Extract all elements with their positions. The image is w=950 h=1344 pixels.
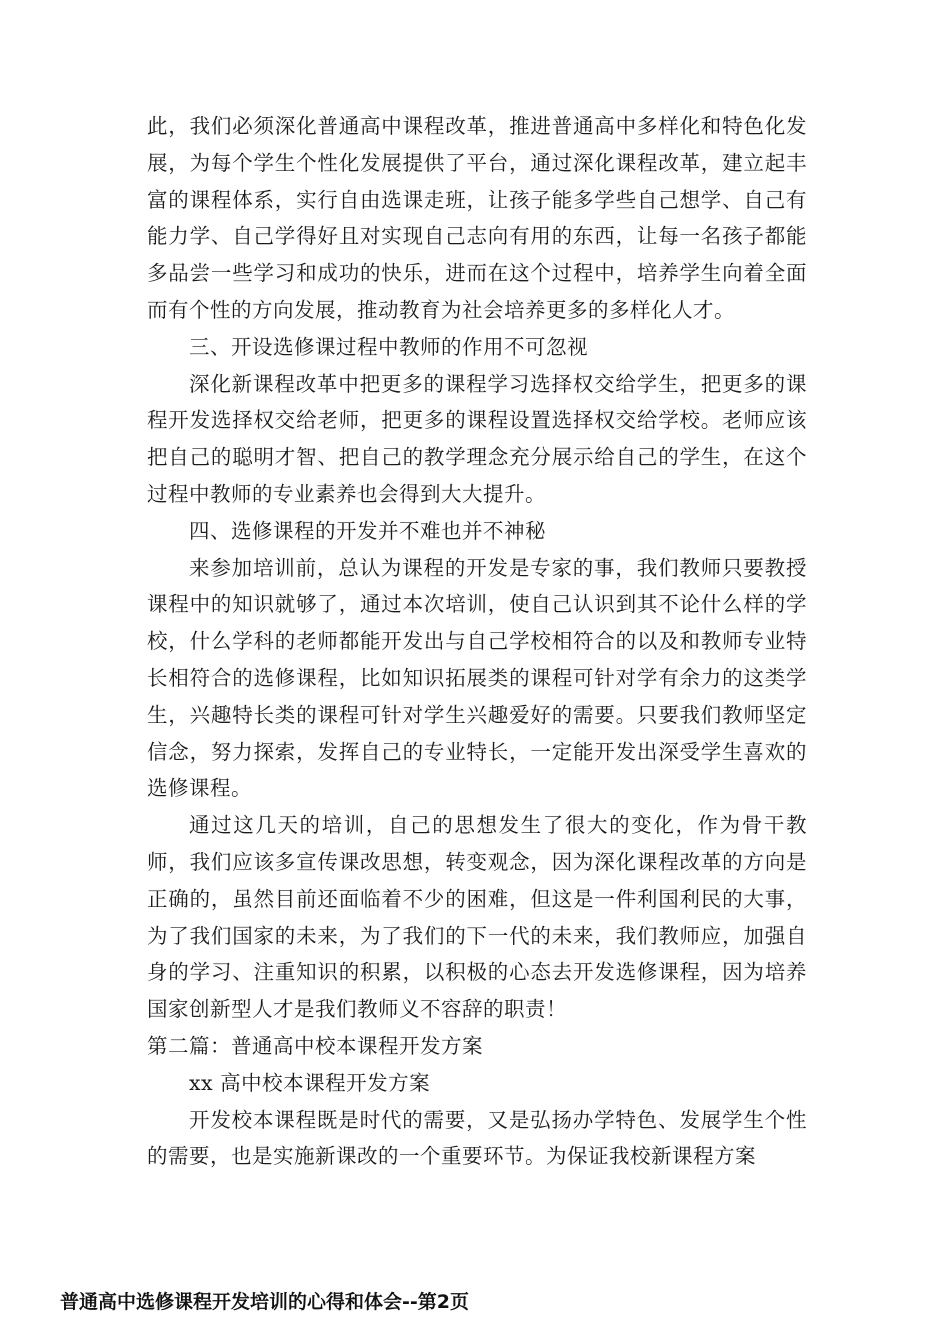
page-footer: 普通高中选修课程开发培训的心得和体会--第2页 — [60, 1291, 469, 1313]
part-title: 第二篇：普通高中校本课程开发方案 — [147, 1033, 483, 1058]
paragraph: 来参加培训前，总认为课程的开发是专家的事，我们教师只要教授课程中的知识就够了，通过本次培训，使自己认识到其不论什么样的学校，什么学科的老师都能开发出与自己学校相符合的以及和教师专业特长相符合的选修课程，比如知识拓展类的课程可针对学有余力的这类学生，兴趣特长类的课程可针对学生兴趣爱好的需要。只要我们教师坚定信念，努力探索，发挥自己的专业特长，一定能开发出深受学生喜欢的选修课程。 — [147, 555, 807, 801]
paragraph: 开发校本课程既是时代的需要，又是弘扬办学特色、发展学生个性的需要，也是实施新课改的一个重要环节。为保证我校新课程方案 — [147, 1107, 807, 1169]
paragraph: 通过这几天的培训，自己的思想发生了很大的变化，作为骨干教师，我们应该多宣传课改思想，转变观念，因为深化课程改革的方向是正确的，虽然目前还面临着不少的困难，但这是一件利国利民的大事，为了我们国家的未来，为了我们的下一代的未来，我们教师应，加强自身的学习、注重知识的积累，以积极的心态去开发选修课程，因为培养国家创新型人才是我们教师义不容辞的职责！ — [147, 813, 807, 1022]
section-heading-4: 四、选修课程的开发并不难也并不神秘 — [189, 518, 546, 543]
section-heading-3: 三、开设选修课过程中教师的作用不可忽视 — [189, 334, 588, 359]
paragraph-continued: 此，我们必须深化普通高中课程改革，推进普通高中多样化和特色化发展，为每个学生个性化发展提供了平台，通过深化课程改革，建立起丰富的课程体系，实行自由选课走班，让孩子能多学些自己想学、自己有能力学、自己学得好且对实现自己志向有用的东西，让每一名孩子都能多品尝一些学习和成功的快乐，进而在这个过程中，培养学生向着全面而有个性的方向发展，推动教育为社会培养更多的多样化人才。 — [147, 114, 807, 322]
document-body — [147, 108, 807, 1175]
paragraph: 深化新课程改革中把更多的课程学习选择权交给学生，把更多的课程开发选择权交给老师，把更多的课程设置选择权交给学校。老师应该把自己的聪明才智、把自己的教学理念充分展示给自己的学生，在这个过程中教师的专业素养也会得到大大提升。 — [147, 371, 807, 506]
document-title: xx 高中校本课程开发方案 — [189, 1070, 431, 1095]
